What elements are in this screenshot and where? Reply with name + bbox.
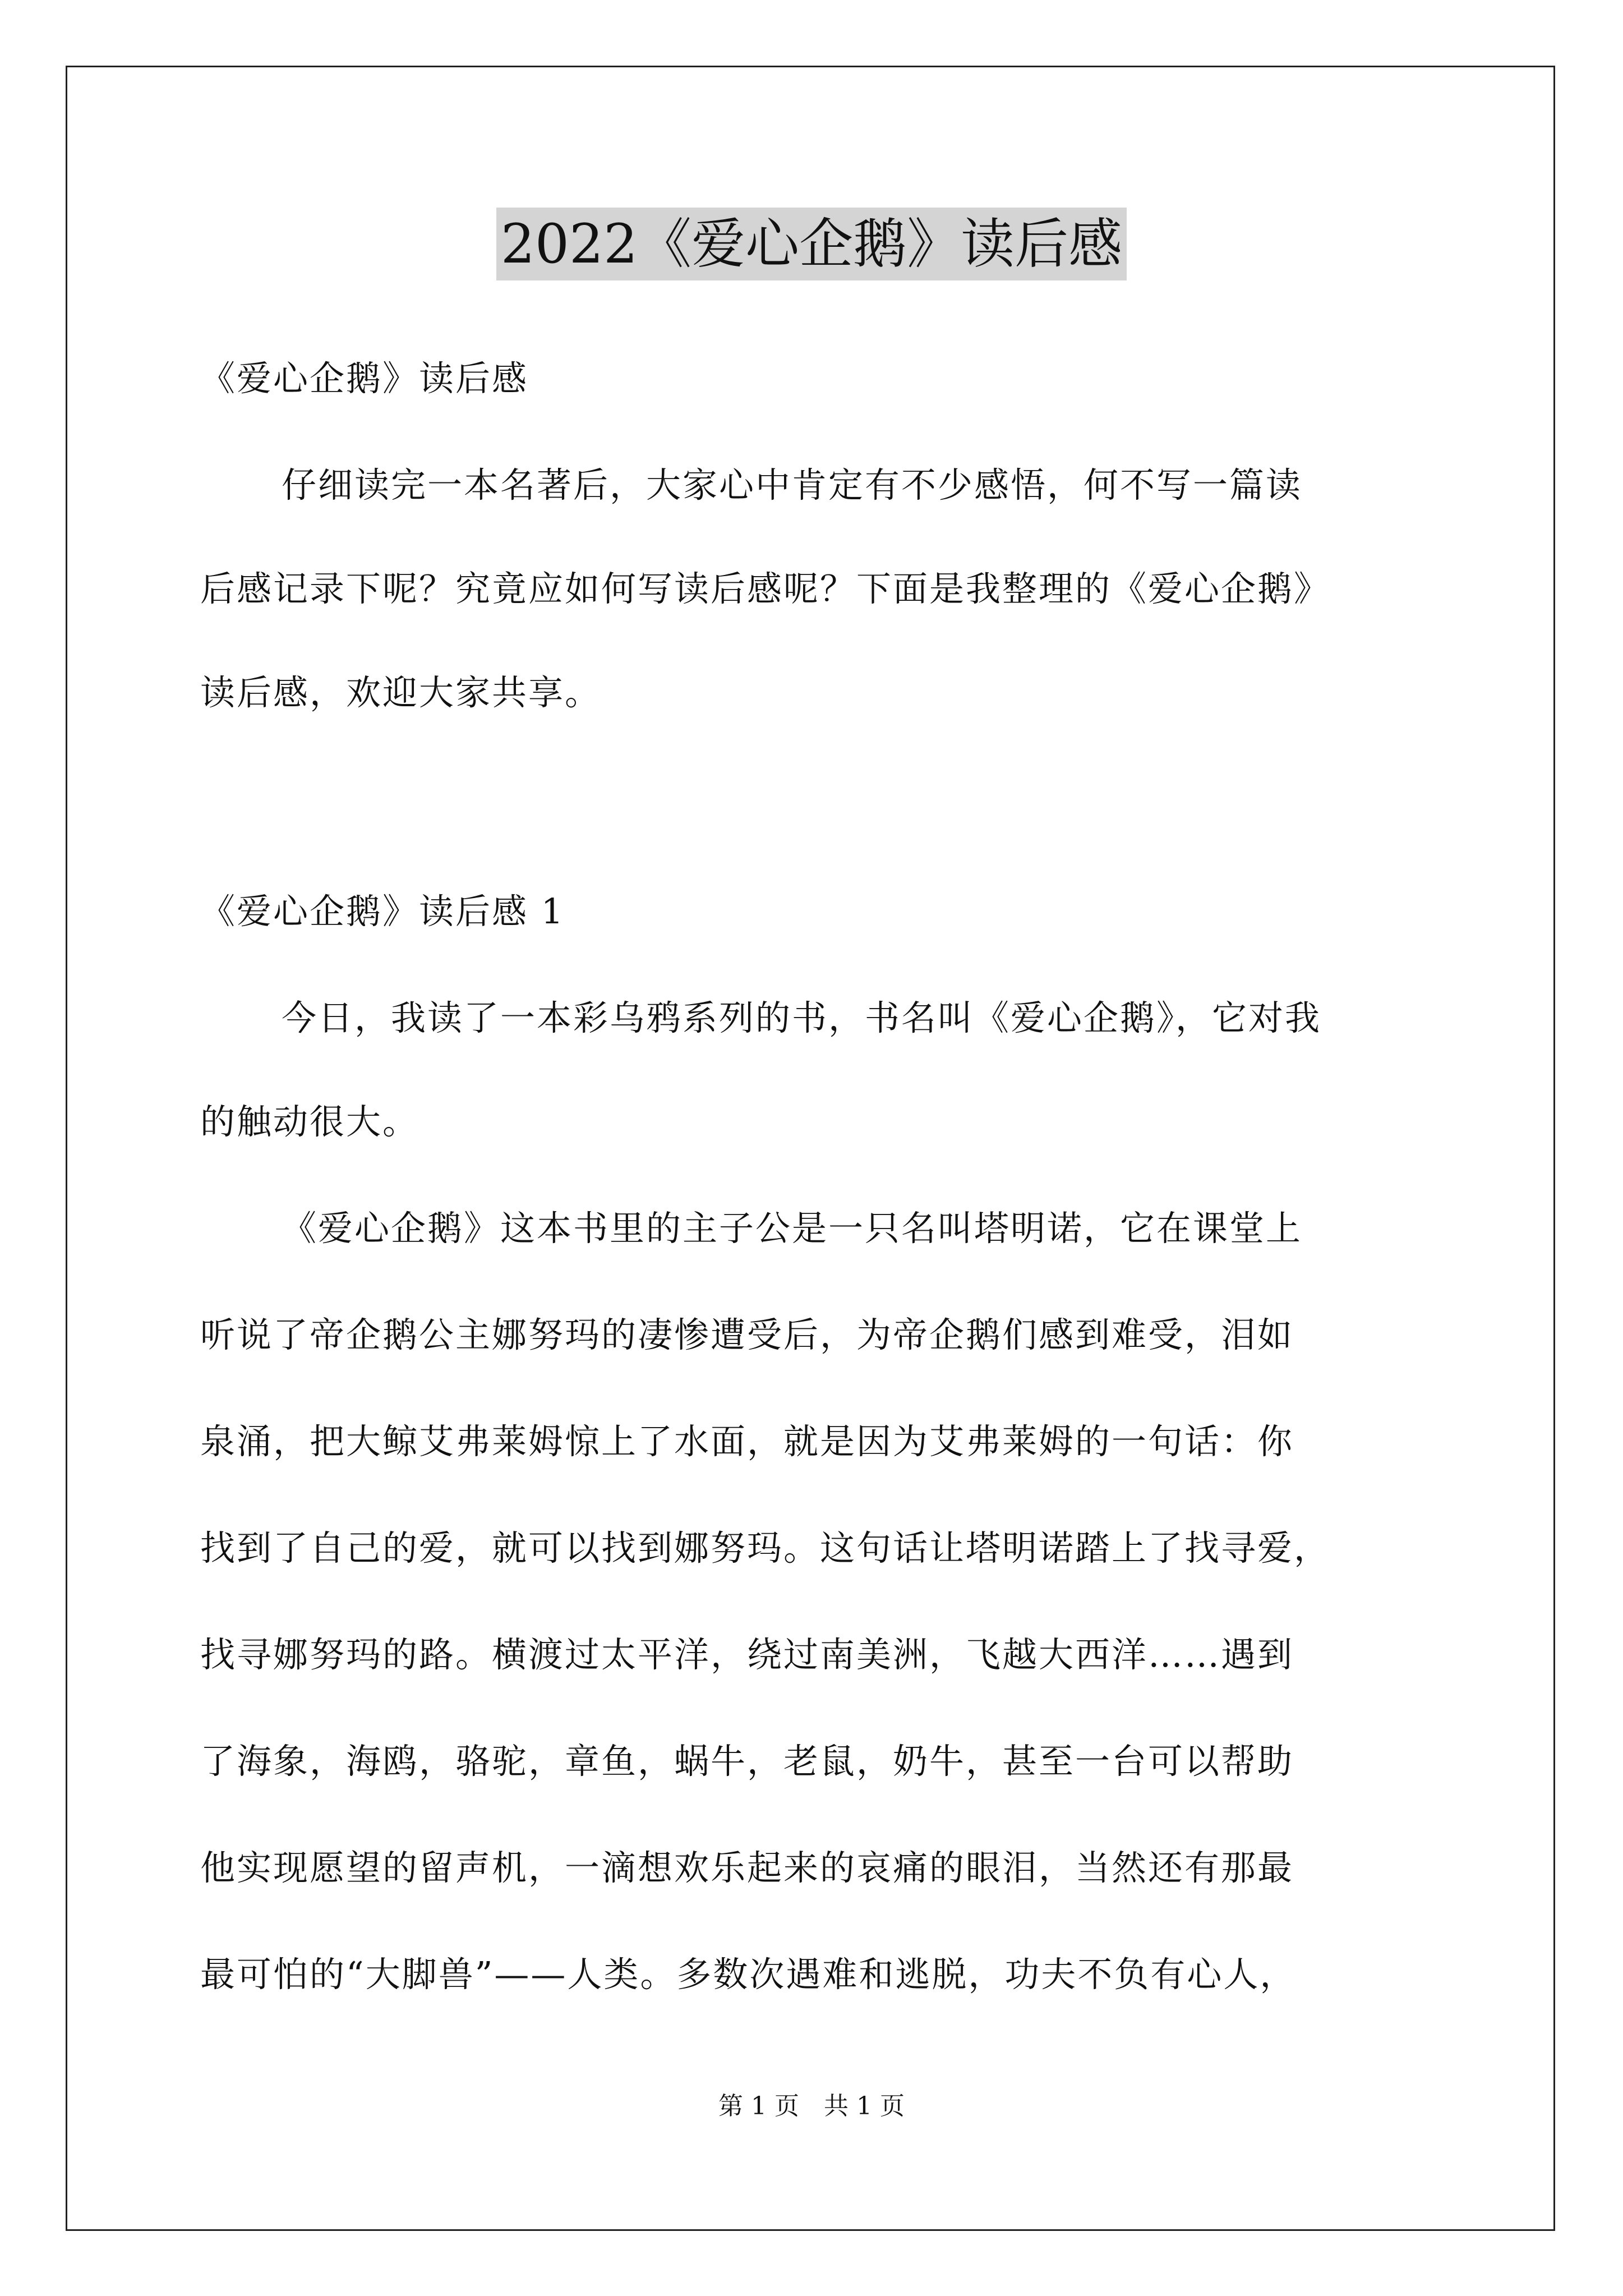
section-heading: 《爱心企鹅》读后感 1 (200, 891, 565, 932)
paragraph-line: 的触动很大。 (200, 1101, 419, 1142)
paragraph-line: 听说了帝企鹅公主娜努玛的凄惨遭受后，为帝企鹅们感到难受，泪如 (200, 1314, 1294, 1355)
title-container (0, 208, 1623, 280)
page-footer: 第 1 页 共 1 页 (718, 2092, 905, 2120)
paragraph-line: 了海象，海鸥，骆驼，章鱼，蜗牛，老鼠，奶牛，甚至一台可以帮助 (200, 1741, 1294, 1782)
document-title: 2022《爱心企鹅》读后感 (496, 208, 1127, 280)
paragraph-line: 找到了自己的爱，就可以找到娜努玛。这句话让塔明诺踏上了找寻爱， (200, 1527, 1331, 1568)
paragraph-line: 他实现愿望的留声机，一滴想欢乐起来的哀痛的眼泪，当然还有那最 (200, 1847, 1294, 1888)
paragraph-line: 最可怕的“大脚兽”——人类。多数次遇难和逃脱，功夫不负有心人， (200, 1954, 1297, 1995)
intro-line: 读后感，欢迎大家共享。 (200, 672, 602, 713)
subtitle: 《爱心企鹅》读后感 (200, 358, 529, 399)
paragraph-line: 泉涌，把大鲸艾弗莱姆惊上了水面，就是因为艾弗莱姆的一句话：你 (200, 1421, 1294, 1462)
paragraph-line: 《爱心企鹅》这本书里的主子公是一只名叫塔明诺，它在课堂上 (282, 1208, 1303, 1249)
intro-line: 仔细读完一本名著后，大家心中肯定有不少感悟，何不写一篇读 (282, 464, 1303, 505)
intro-line: 后感记录下呢？究竟应如何写读后感呢？下面是我整理的《爱心企鹅》 (200, 568, 1331, 609)
paragraph-line: 找寻娜努玛的路。横渡过太平洋，绕过南美洲，飞越大西洋……遇到 (200, 1634, 1294, 1675)
paragraph-line: 今日，我读了一本彩乌鸦系列的书，书名叫《爱心企鹅》，它对我 (282, 997, 1322, 1038)
